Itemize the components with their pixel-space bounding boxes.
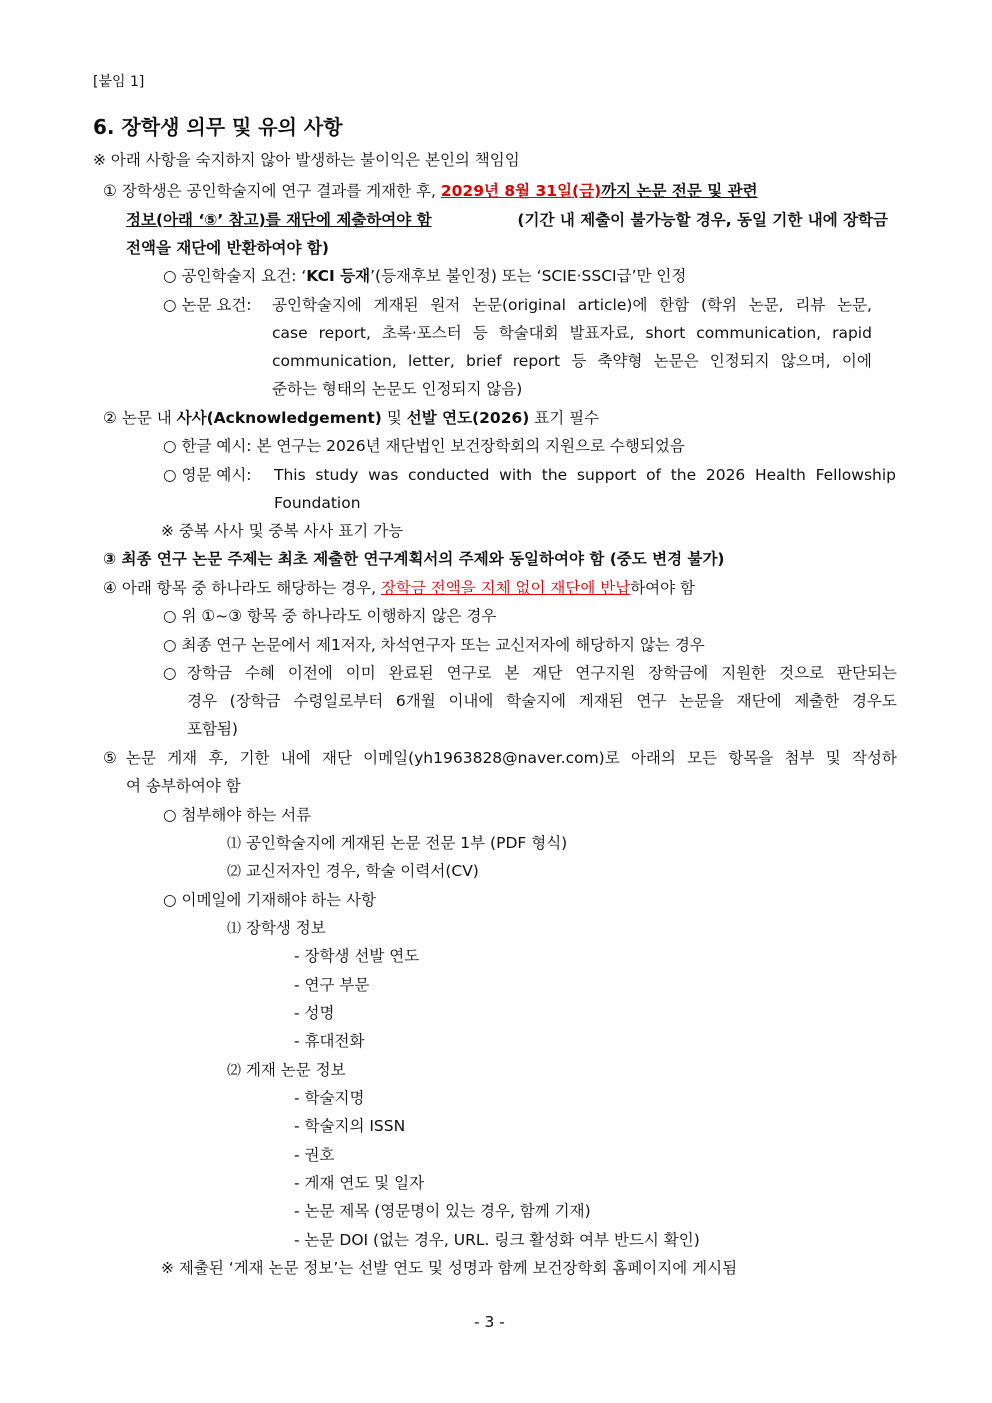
word: 재단: [321, 749, 352, 767]
word: 학술대회: [498, 324, 559, 342]
document-item: ⑴ 공인학술지에 게재된 논문 전문 1부 (PDF 형식): [227, 834, 568, 852]
word: 게재된: [578, 692, 624, 710]
word: communication,: [272, 352, 397, 370]
section-title: 6. 장학생 의무 및 유의 사항: [93, 115, 343, 139]
item3-line: ③ 최종 연구 논문 주제는 최초 제출한 연구계획서의 주제와 동일하여야 함 (중도 변경 불가): [103, 550, 725, 568]
word: with: [499, 466, 533, 484]
item5-line2: 여 송부하여야 함: [126, 777, 241, 795]
word: 판단되는: [837, 664, 897, 682]
item5-line1: [126, 748, 897, 768]
bullet-icon: ○: [163, 806, 177, 824]
email-items-title: ○ 이메일에 기재해야 하는 사항: [163, 891, 376, 909]
list-item: - 학술지명: [294, 1089, 365, 1107]
item4-bullet-2: ○ 최종 연구 논문에서 제1저자, 차석연구자 또는 교신저자에 해당하지 않는 경우: [163, 636, 705, 654]
list-item: - 휴대전화: [294, 1032, 365, 1050]
item1-line1: [103, 181, 758, 201]
word: 학술지에: [506, 692, 566, 710]
word: 항목을: [728, 749, 774, 767]
bullet-icon: ○: [163, 891, 177, 909]
word: (학위: [700, 296, 737, 314]
item1-text-c: 정보(아래 ‘⑤’ 참고)를 재단에 제출하여야 함: [126, 211, 432, 229]
item4-bullet-3-line3: 포함됨): [187, 720, 238, 738]
item1-text-a: 장학생은 공인학술지에 연구 결과를 게재한 후,: [121, 182, 436, 200]
word: 논문은: [653, 352, 699, 370]
bullet-icon: ○: [163, 267, 177, 285]
item1-deadline: 2029년 8월 31일(금): [440, 182, 602, 200]
item3-number: ③: [103, 550, 117, 568]
word: Health: [754, 466, 806, 484]
korean-example: ○ 한글 예시: 본 연구는 2026년 재단법인 보건장학회의 지원으로 수행되었음: [163, 437, 685, 455]
word: 등: [571, 352, 587, 370]
english-example-label: ○ 영문 예시:: [163, 466, 252, 484]
page-number: - 3 -: [474, 1313, 505, 1331]
word: the: [541, 466, 568, 484]
word: case: [272, 324, 308, 342]
word: 6개월: [395, 692, 436, 710]
word: 재단: [532, 664, 563, 682]
word: 작성하: [851, 749, 897, 767]
list-item: - 장학생 선발 연도: [294, 947, 420, 965]
bullet-icon: ○: [163, 636, 177, 654]
item4-bullet-1: ○ 위 ①~③ 항목 중 하나라도 이행하지 않은 경우: [163, 607, 497, 625]
journal-req-a: 공인학술지 요건: ‘: [181, 267, 307, 285]
item4-bullet-3-line2: [187, 691, 897, 711]
word: 연구지원: [575, 664, 636, 682]
list-item: - 논문 DOI (없는 경우, URL. 링크 활성화 여부 반드시 확인): [294, 1231, 700, 1249]
journal-req-kci: KCI 등재: [306, 267, 371, 285]
word: conducted: [408, 466, 490, 484]
item2-number: ②: [103, 409, 117, 427]
word: letter,: [408, 352, 455, 370]
word: 등: [472, 324, 488, 342]
word: 수혜: [244, 664, 275, 682]
item4-refund-phrase: 장학금 전액을 지체 없이 재단에 반납: [380, 579, 631, 597]
word: 논문,: [748, 296, 784, 314]
word: 장학금에: [648, 664, 709, 682]
word: report: [512, 352, 561, 370]
word: This: [274, 466, 306, 484]
word: 인정되지: [709, 352, 770, 370]
item4-bullet-3: [163, 663, 177, 683]
word: was: [368, 466, 399, 484]
word: 않으며,: [780, 352, 831, 370]
list-item: - 논문 제목 (영문명이 있는 경우, 함께 기재): [294, 1202, 591, 1220]
paper-req-line-1: [272, 295, 872, 315]
word: 모든: [687, 749, 718, 767]
word: support: [576, 466, 637, 484]
bullet-icon: ○: [163, 437, 177, 455]
word: 2026: [705, 466, 746, 484]
word: communication,: [696, 324, 822, 342]
item2-line: ② 논문 내 사사(Acknowledgement) 및 선발 연도(2026) 표기 필수: [103, 409, 600, 427]
item1-number: ①: [103, 182, 117, 200]
english-example-line2: Foundation: [274, 494, 361, 512]
document-item: ⑵ 교신저자인 경우, 학술 이력서(CV): [227, 862, 479, 880]
word: 경우: [187, 692, 217, 710]
list-item: - 연구 부문: [294, 976, 370, 994]
word: 아래의: [630, 749, 676, 767]
word: 및: [825, 749, 841, 767]
word: 이에: [841, 352, 872, 370]
word: 첨부: [784, 749, 815, 767]
bullet-icon: ○: [163, 664, 177, 682]
word: 연구: [636, 692, 667, 710]
word: 기한: [239, 749, 270, 767]
bullet-icon: ○: [163, 296, 177, 314]
item1-text-b: 까지 논문 전문 및 관련: [601, 182, 758, 200]
word: 원저: [430, 296, 461, 314]
item4-line: ④ 아래 항목 중 하나라도 해당하는 경우, 장학금 전액을 지체 없이 재단에 반납하여야 함: [103, 579, 696, 597]
word: 제출한: [794, 692, 840, 710]
student-info-title: ⑴ 장학생 정보: [227, 919, 326, 937]
item4-number: ④: [103, 579, 117, 597]
acknowledgement-term: 사사(Acknowledgement): [176, 409, 382, 427]
selection-year-term: 선발 연도(2026): [406, 409, 530, 427]
list-item: - 학술지의 ISSN: [294, 1117, 406, 1135]
word: 논문을: [679, 692, 724, 710]
word: 경우도: [851, 692, 897, 710]
word: short: [645, 324, 686, 342]
list-item: - 권호: [294, 1146, 335, 1164]
word: 축약형: [597, 352, 643, 370]
word: study: [315, 466, 359, 484]
word: 논문,: [837, 296, 872, 314]
item1-line2: [126, 210, 888, 230]
word: 재단에: [736, 692, 782, 710]
word: the: [670, 466, 697, 484]
word: article)에: [577, 296, 648, 314]
word: 것으로: [779, 664, 825, 682]
word: 본: [504, 664, 520, 682]
word: 이내에: [448, 692, 494, 710]
final-note: ※ 제출된 ‘게재 논문 정보’는 선발 연도 및 성명과 함께 보건장학회 홈페이지에 게시됨: [161, 1259, 738, 1277]
word: 지원한: [721, 664, 767, 682]
item5-number: ⑤: [103, 749, 117, 767]
word: 이메일(yh1963828@naver.com)로: [363, 749, 620, 767]
word: 논문(original: [472, 296, 566, 314]
word: of: [646, 466, 662, 484]
word: 게재된: [373, 296, 419, 314]
item4-bullet-3-line1: [187, 663, 897, 683]
word: 수령일로부터: [293, 692, 384, 710]
word: brief: [466, 352, 502, 370]
word: 장학금: [187, 664, 232, 682]
word: 연구로: [446, 664, 492, 682]
paper-requirement-label: ○ 논문 요건:: [163, 296, 252, 314]
word: 공인학술지에: [272, 296, 362, 314]
word: report,: [318, 324, 371, 342]
notice-text: ※ 아래 사항을 숙지하지 않아 발생하는 불이익은 본인의 책임임: [93, 151, 520, 169]
word: 초록·포스터: [381, 324, 462, 342]
bullet-icon: ○: [163, 607, 177, 625]
word: 이전에: [287, 664, 333, 682]
paper-req-line-4: 준하는 형태의 논문도 인정되지 않음): [272, 380, 523, 398]
word: 후,: [208, 749, 229, 767]
word: 발표자료,: [569, 324, 635, 342]
list-item: - 게재 연도 및 일자: [294, 1174, 425, 1192]
bullet-icon: ○: [163, 466, 177, 484]
word: (장학금: [229, 692, 281, 710]
word: 내에: [280, 749, 311, 767]
word: 완료된: [388, 664, 434, 682]
word: 이미: [345, 664, 376, 682]
word: 게재: [167, 749, 198, 767]
paper-req-line-3: [272, 351, 872, 371]
paper-info-title: ⑵ 게재 논문 정보: [227, 1061, 346, 1079]
word: rapid: [832, 324, 872, 342]
journal-requirement: [163, 266, 686, 286]
word: 논문: [126, 749, 156, 767]
list-item: - 성명: [294, 1004, 335, 1022]
word: 리뷰: [795, 296, 826, 314]
word: 한함: [659, 296, 690, 314]
item1-text-d: (기간 내 제출이 불가능할 경우, 동일 기한 내에 장학금: [517, 211, 888, 229]
paper-req-line-2: [272, 323, 872, 343]
word: Fellowship: [815, 466, 896, 484]
english-example-line1: [274, 465, 896, 485]
item2-note: ※ 중복 사사 및 중복 사사 표기 가능: [161, 522, 404, 540]
item1-text-e: 전액을 재단에 반환하여야 함): [126, 239, 329, 257]
attachment-label: [붙임 1]: [93, 74, 145, 90]
documents-title: ○ 첨부해야 하는 서류: [163, 806, 312, 824]
journal-req-b: ’(등재후보 불인정) 또는 ‘SCIE·SSCI급’만 인정: [370, 267, 687, 285]
